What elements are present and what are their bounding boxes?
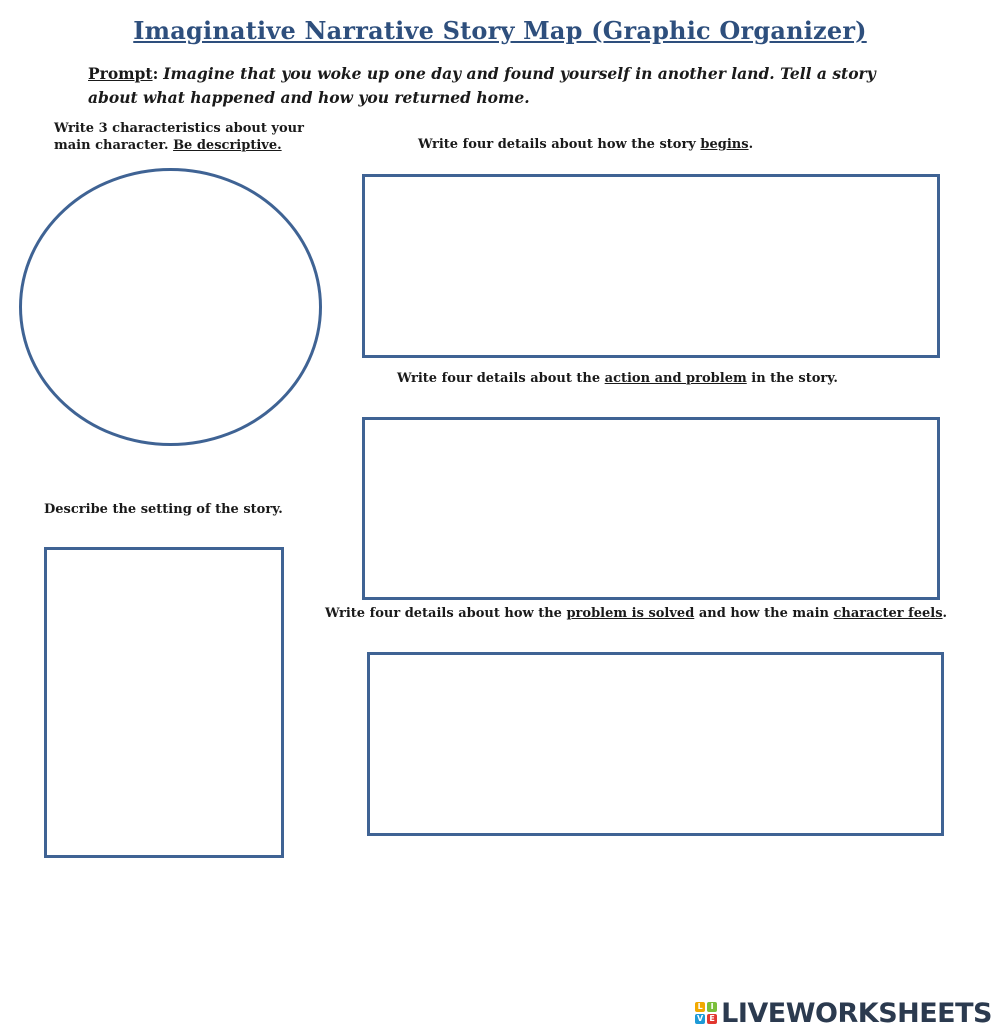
solution-instruction-middle: and how the main	[694, 606, 834, 621]
logo-cell: I	[707, 1002, 717, 1012]
writing-prompt	[88, 62, 908, 110]
beginning-instruction	[418, 136, 753, 153]
character-instruction-line1: Write 3 characteristics about your	[54, 121, 304, 136]
action-instruction-text: Write four details about the	[397, 371, 605, 386]
prompt-colon: :	[152, 64, 159, 83]
solution-instruction	[325, 605, 947, 622]
character-instruction-text: main character.	[54, 138, 174, 153]
beginning-instruction-text: Write four details about how the story	[418, 137, 701, 152]
prompt-label: Prompt	[88, 64, 153, 83]
setting-instruction: Describe the setting of the story.	[44, 502, 283, 517]
solution-box[interactable]	[367, 652, 944, 836]
logo-cell: E	[707, 1014, 717, 1024]
liveworksheets-logo-icon	[695, 1002, 717, 1024]
action-instruction-end: in the story.	[746, 371, 838, 386]
brand-text: LIVEWORKSHEETS	[721, 997, 992, 1029]
solution-instruction-emphasis-2: character feels	[833, 606, 943, 621]
character-instruction-emphasis: Be descriptive.	[173, 138, 282, 153]
beginning-box[interactable]	[362, 174, 940, 358]
solution-instruction-end: .	[942, 606, 948, 621]
beginning-instruction-end: .	[748, 137, 754, 152]
character-instruction-line2	[54, 137, 304, 154]
setting-box[interactable]	[44, 547, 284, 858]
action-box[interactable]	[362, 417, 940, 600]
liveworksheets-brand	[695, 996, 992, 1030]
beginning-instruction-emphasis: begins	[700, 137, 749, 152]
page-title: Imaginative Narrative Story Map (Graphic Organizer)	[133, 16, 867, 45]
logo-cell: V	[697, 1014, 704, 1023]
character-circle[interactable]	[19, 168, 322, 446]
logo-cell: L	[695, 1002, 705, 1012]
action-instruction-emphasis: action and problem	[604, 371, 747, 386]
prompt-text: Imagine that you woke up one day and found yourself in another land. Tell a story about what happened and how you returned home.	[88, 64, 876, 107]
solution-instruction-text: Write four details about how the	[325, 606, 567, 621]
character-instruction	[54, 120, 304, 154]
solution-instruction-emphasis-1: problem is solved	[566, 606, 695, 621]
action-instruction	[397, 370, 838, 387]
